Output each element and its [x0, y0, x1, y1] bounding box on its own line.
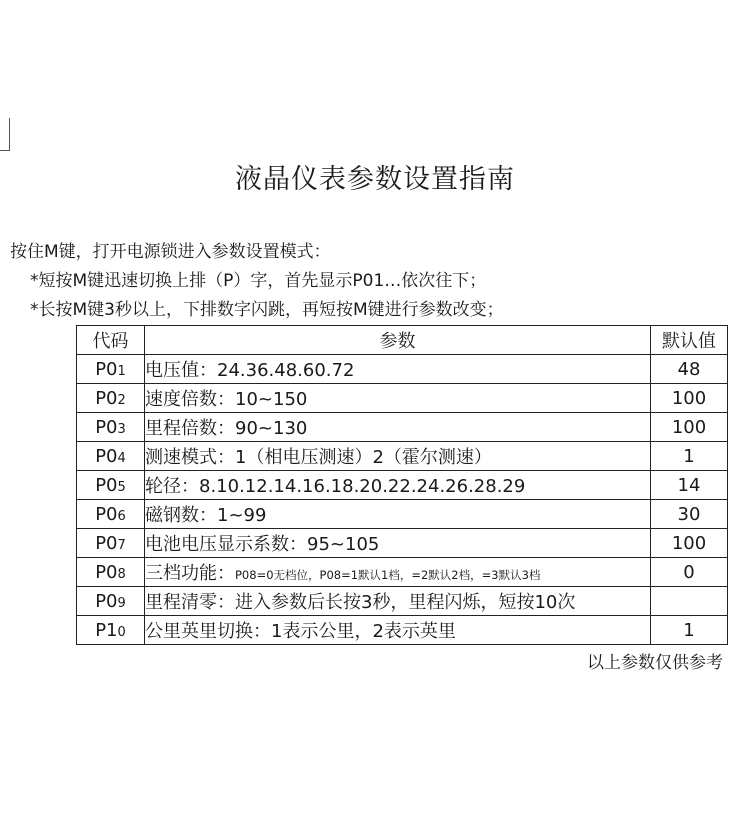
param-default-value: 100: [651, 413, 728, 442]
param-default-value: [651, 587, 728, 616]
param-code-number: 2: [117, 392, 126, 408]
header-param: 参数: [145, 326, 651, 355]
param-detail: 90~130: [235, 418, 308, 439]
table-row: [77, 413, 728, 442]
header-code: 代码: [77, 326, 145, 355]
param-code: [77, 413, 145, 442]
param-default-value: 1: [651, 442, 728, 471]
param-code: [77, 500, 145, 529]
param-description: [145, 616, 651, 645]
param-code-number: 8: [117, 566, 126, 582]
document-title: 液晶仪表参数设置指南: [235, 164, 515, 195]
param-detail: 1（相电压测速）2（霍尔测速）: [235, 447, 492, 468]
param-detail: 24.36.48.60.72: [217, 360, 355, 381]
param-description: [145, 413, 651, 442]
page-corner-mark: [0, 118, 10, 151]
param-label: 公里英里切换：: [145, 621, 271, 642]
param-code-number: 0: [117, 624, 126, 640]
param-code-number: 1: [117, 363, 126, 379]
table-row: [77, 529, 728, 558]
table-row: [77, 471, 728, 500]
table-row: [77, 558, 728, 587]
param-code-prefix: P0: [95, 590, 118, 612]
param-code-prefix: P0: [95, 503, 118, 525]
table-row: [77, 587, 728, 616]
table-row: [77, 616, 728, 645]
param-code-prefix: P0: [95, 387, 118, 409]
param-description: [145, 558, 651, 587]
param-code-prefix: P0: [95, 561, 118, 583]
param-description: [145, 384, 651, 413]
param-code-prefix: P0: [95, 532, 118, 554]
param-code: [77, 355, 145, 384]
param-code-number: 7: [117, 537, 126, 553]
header-default: 默认值: [651, 326, 728, 355]
param-code: [77, 616, 145, 645]
param-code-number: 5: [117, 479, 126, 495]
param-code-prefix: P0: [95, 474, 118, 496]
table-header-row: [77, 326, 728, 355]
param-detail: 1~99: [217, 505, 267, 526]
param-code-prefix: P0: [95, 445, 118, 467]
param-code-number: 3: [117, 421, 126, 437]
param-default-value: 30: [651, 500, 728, 529]
param-label: 电池电压显示系数：: [145, 534, 307, 555]
param-description: [145, 529, 651, 558]
param-label: 磁钢数：: [145, 505, 217, 526]
table-row: [77, 384, 728, 413]
table-row: [77, 500, 728, 529]
intro-line-2: *短按M键迅速切换上排（P）字，首先显示P01…依次往下；: [30, 271, 487, 291]
param-code: [77, 558, 145, 587]
table-body: [77, 355, 728, 645]
param-code-number: 9: [117, 595, 126, 611]
param-default-value: 14: [651, 471, 728, 500]
param-code: [77, 529, 145, 558]
param-detail: 1表示公里，2表示英里: [271, 621, 456, 642]
param-default-value: 1: [651, 616, 728, 645]
param-description: [145, 587, 651, 616]
param-default-value: 0: [651, 558, 728, 587]
table-row: [77, 442, 728, 471]
param-code: [77, 587, 145, 616]
param-default-value: 100: [651, 529, 728, 558]
param-default-value: 48: [651, 355, 728, 384]
param-description: [145, 471, 651, 500]
param-code: [77, 384, 145, 413]
param-code: [77, 442, 145, 471]
param-code-prefix: P0: [95, 358, 118, 380]
parameter-table: [76, 325, 728, 645]
param-detail: P08=0无档位，P08=1默认1档，=2默认2档，=3默认3档: [235, 568, 541, 582]
param-description: [145, 355, 651, 384]
param-detail: 进入参数后长按3秒，里程闪烁，短按10次: [235, 592, 576, 613]
intro-text: [10, 238, 504, 325]
param-label: 速度倍数：: [145, 389, 235, 410]
param-detail: 95~105: [307, 534, 380, 555]
param-description: [145, 500, 651, 529]
param-detail: 10~150: [235, 389, 308, 410]
intro-line-1: 按住M键，打开电源锁进入参数设置模式：: [10, 242, 331, 262]
param-default-value: 100: [651, 384, 728, 413]
param-label: 里程清零：: [145, 592, 235, 613]
param-label: 轮径：: [145, 476, 199, 497]
param-detail: 8.10.12.14.16.18.20.22.24.26.28.29: [199, 476, 526, 497]
intro-line-3: *长按M键3秒以上，下排数字闪跳，再短按M键进行参数改变；: [30, 300, 504, 320]
param-label: 测速模式：: [145, 447, 235, 468]
param-label: 里程倍数：: [145, 418, 235, 439]
param-code-number: 4: [117, 450, 126, 466]
footnote: 以上参数仅供参考: [587, 653, 723, 673]
table-row: [77, 355, 728, 384]
param-description: [145, 442, 651, 471]
param-code-number: 6: [117, 508, 126, 524]
param-code-prefix: P1: [95, 619, 118, 641]
param-label: 三档功能：: [145, 563, 235, 584]
param-label: 电压值：: [145, 360, 217, 381]
param-code-prefix: P0: [95, 416, 118, 438]
param-code: [77, 471, 145, 500]
